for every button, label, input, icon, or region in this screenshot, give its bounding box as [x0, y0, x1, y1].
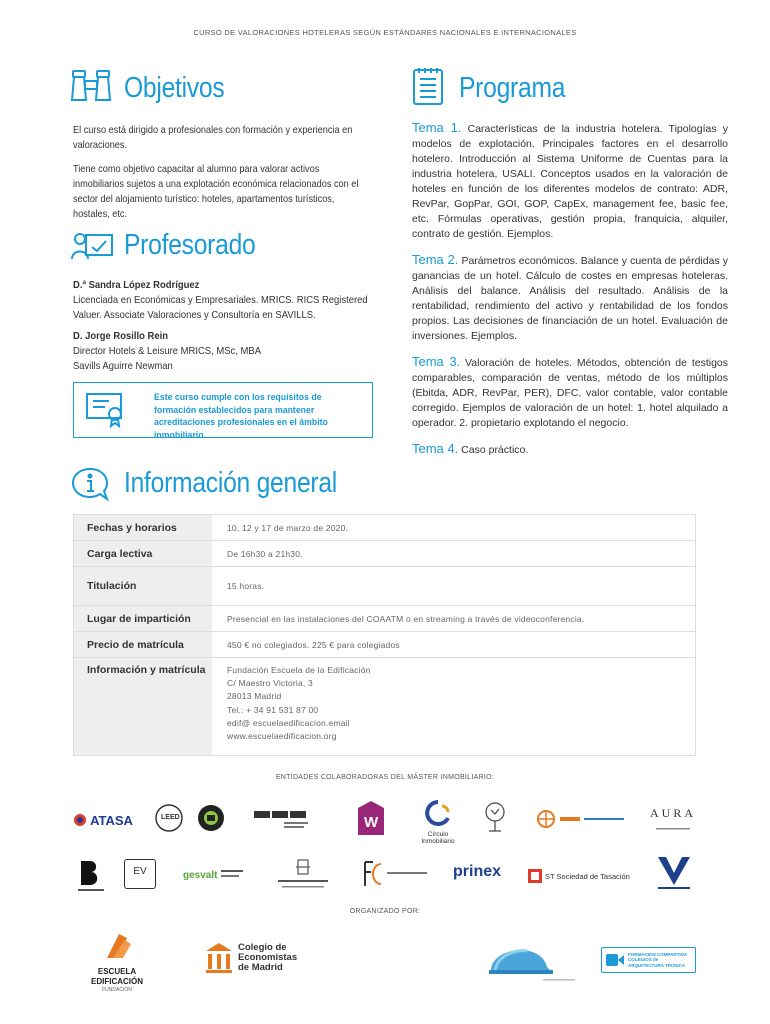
ahora-logo — [536, 807, 628, 831]
tema-item — [412, 252, 728, 344]
colegio-line: Colegio de — [238, 942, 287, 953]
table-row — [74, 541, 695, 567]
tema-item — [412, 441, 728, 458]
tema-label: Tema 3. — [412, 354, 461, 369]
circulo-inmobiliario-logo — [418, 800, 458, 845]
tree-logo — [478, 800, 512, 834]
prinex-logo — [453, 864, 517, 888]
info-key: Titulación — [74, 567, 212, 605]
section-title-profesorado: Profesorado — [124, 229, 256, 261]
info-value: De 16h30 a 21h30. — [227, 548, 303, 559]
objetivos-paragraph: Tiene como objetivo capacitar al alumno para valorar activos inmobiliarios sujetos a una explotación económica relacionados con el sector del alojamiento turístico: hoteles, apartamentos turísticos, hostales, etc. — [73, 164, 359, 220]
leed-logo — [154, 803, 184, 833]
ev-logo — [124, 859, 156, 889]
green-building-logo — [196, 802, 226, 834]
info-key: Fechas y horarios — [74, 515, 212, 540]
section-title-programa: Programa — [459, 72, 566, 104]
professor-detail: Licenciada en Económicas y Empresariales. MRICS. RICS Registered — [73, 294, 368, 306]
formacion-line: COLEGIOS de — [628, 957, 659, 963]
circulo-logo-text: Círculo Inmobiliario — [421, 831, 455, 845]
professor-detail: Director Hotels & Leisure MRICS, MSc, MBA — [73, 345, 262, 357]
gesvalt-logo — [183, 865, 257, 885]
info-table — [73, 514, 696, 756]
table-row — [74, 658, 695, 755]
tema-text: Características de la industria hotelera. Tipologías y modelos de explotación. Principales factores en el desarrollo hotelero. Introducción al Sistema Uniforme de Cuentas para la industria hotelera, USALI. Conceptos usados en la valoración de hoteles en función de los diferentes modelos de contrato: ADR, RevPar, GopPar, GOI, GOP, CapEx, management fee, basic fee, etc. Fórmulas operativas, gestión propia, franquicia, alquiler, contrato de gestión. Ejemplos. — [412, 123, 728, 240]
arquitectura-tecnica-helmet-logo — [487, 937, 579, 987]
tema-text: Valoración de hoteles. Métodos, obtención de testigos comparables, comparación de ventas, método de los múltiplos (Ebitda, ADR, RevPar, PER), DFC, valor contable, valor contable corregido. Ejemplos de valoración de un hotel: 1. hotel alquilado a operador. 2. propietario explotando el negocio. — [412, 357, 729, 429]
professor-name: D.ª Sandra López Rodríguez — [73, 279, 200, 291]
info-value: Presencial en las instalaciones del COAATM o en streaming a través de videoconferencia. — [227, 613, 585, 624]
b-logo — [78, 859, 104, 895]
table-row — [74, 632, 695, 658]
objetivos-paragraph: El curso está dirigido a profesionales con formación y experiencia en valoraciones. — [73, 125, 353, 151]
info-value: 10, 12 y 17 de marzo de 2020. — [227, 522, 349, 533]
programa-temas — [412, 120, 728, 468]
sociedad-tasacion-text: ST Sociedad de Tasación — [545, 871, 630, 881]
colegio-logo-text — [238, 943, 297, 973]
professor-list — [73, 278, 370, 374]
colegio-economistas-logo — [204, 940, 304, 976]
table-row — [74, 515, 695, 541]
consejo-logo — [254, 809, 312, 831]
section-title-objetivos: Objetivos — [124, 72, 225, 104]
professor-detail: Savills Aguirre Newman — [73, 360, 173, 372]
tema-text: Caso práctico. — [461, 444, 529, 456]
colaboradoras-caption: ENTIDADES COLABORADORAS DEL MÁSTER INMOBILIARIO: — [275, 774, 495, 781]
tema-text: Parámetros económicos. Balance y cuenta de pérdidas y ganancias de un hotel. Cálculo de costes en empresas hoteleras. Análisis del balance. Análisis del resultado. Análisis de la rentabilidad, rendimiento del activo y rentabilidad de los fondos propios. Las decisiones de financiación de un hotel. Evaluación de inversiones. Ejemplos. — [412, 255, 728, 342]
atasa-logo-text: ATASA — [90, 812, 133, 828]
tema-item — [412, 120, 728, 242]
w-logo-text: W — [364, 814, 379, 831]
info-value: 450 € no colegiados. 225 € para colegiados — [227, 639, 400, 650]
tema-label: Tema 2. — [412, 252, 459, 267]
info-icon — [70, 466, 110, 502]
certification-text: Este curso cumple con los requisitos de formación establecidos para mantener acreditaciones profesionales en el ámbito inmobiliario. — [154, 392, 328, 441]
info-value: 15 horas. — [227, 581, 265, 591]
w-logo — [357, 800, 385, 836]
objetivos-text — [73, 123, 361, 231]
gesvalt-logo-text: gesvalt — [183, 869, 218, 881]
organizado-caption: ORGANIZADO POR: — [349, 908, 421, 915]
formacion-compartida-logo — [601, 947, 696, 973]
tema-label: Tema 1. — [412, 120, 462, 135]
ev-logo-text: EV — [133, 866, 147, 877]
contact-line: C/ Maestro Victoria, 3 — [227, 678, 313, 689]
table-row — [74, 606, 695, 632]
colegio-line: de Madrid — [238, 962, 283, 973]
page-header: CURSO DE VALORACIONES HOTELERAS SEGÚN ESTÁNDARES NACIONALES E INTERNACIONALES — [193, 28, 577, 37]
info-key: Lugar de impartición — [74, 606, 212, 631]
vitruvio-logo — [652, 855, 696, 893]
fc-logo — [361, 860, 431, 888]
aura-logo — [648, 806, 698, 836]
professor-detail: Valuer. Associate Valoraciones y Consultoría en SAVILLS. — [73, 309, 316, 321]
tema-item — [412, 354, 728, 431]
document-list-icon — [411, 67, 447, 107]
sociedad-tasacion-logo — [528, 866, 630, 886]
prinex-logo-text: prinex — [453, 863, 502, 880]
info-key: Información y matrícula — [74, 658, 212, 755]
escuela-edificacion-logo — [72, 930, 162, 993]
contact-line: Tel.: + 34 91 531 87 00 — [227, 704, 319, 715]
info-key: Precio de matrícula — [74, 632, 212, 657]
teacher-icon — [70, 231, 114, 261]
contact-info — [212, 658, 695, 755]
formacion-logo-text — [628, 952, 687, 969]
certificate-icon — [85, 392, 127, 428]
escuela-logo-subtext: FUNDACIÓN — [102, 987, 132, 993]
leed-logo-text: LEED — [161, 814, 180, 821]
formacion-line: ARQUITECTURA TÉCNICA — [628, 962, 686, 968]
binoculars-icon — [70, 69, 112, 103]
escuela-logo-text: ESCUELA EDIFICACIÓN — [91, 967, 143, 986]
section-title-informacion: Información general — [124, 467, 338, 499]
colegio-line: Economistas — [238, 952, 298, 963]
atasa-logo — [72, 808, 134, 832]
contact-line: 28013 Madrid — [227, 691, 282, 702]
tema-label: Tema 4. — [412, 441, 459, 456]
formacion-line: FORMACIÓN COMPARTIDA — [628, 951, 688, 957]
professor-name: D. Jorge Rosillo Rein — [73, 330, 169, 342]
info-key: Carga lectiva — [74, 541, 212, 566]
contact-website[interactable]: www.escuelaedificacion.org — [227, 731, 337, 742]
table-row — [74, 567, 695, 606]
contact-email[interactable]: edif@ escuelaedificacion.email — [227, 717, 350, 728]
hotel-logo — [272, 858, 334, 898]
contact-line: Fundación Escuela de la Edificación — [227, 665, 371, 675]
aura-logo-text: AURA — [649, 806, 696, 820]
certification-box — [73, 382, 373, 441]
